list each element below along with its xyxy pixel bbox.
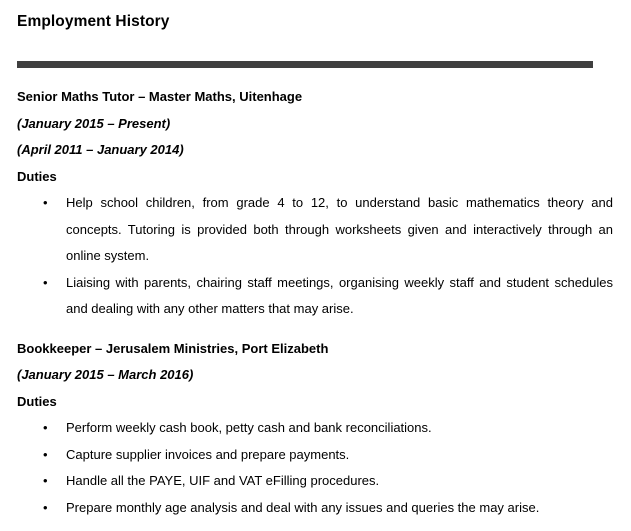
bullet-icon: • <box>43 499 48 515</box>
duty-text: Help school children, from grade 4 to 12, to understand basic mathematics theory and concepts. Tutoring is provided both through worksheets given and interactively through an online system. <box>66 195 613 263</box>
duty-text: Capture supplier invoices and prepare payments. <box>66 446 350 462</box>
job-entry-bookkeeper <box>17 336 613 522</box>
duty-item <box>43 270 613 323</box>
bullet-icon: • <box>43 420 48 435</box>
job-period: (January 2015 – March 2016) <box>17 367 194 382</box>
duty-item <box>43 415 613 442</box>
duty-item <box>43 495 613 522</box>
duty-item <box>43 190 613 270</box>
duties-list <box>17 415 613 521</box>
page-title: Employment History <box>17 13 170 30</box>
job-period: (January 2015 – Present) <box>17 115 171 131</box>
bullet-icon: • <box>43 274 48 290</box>
job-entry-senior-maths-tutor <box>17 84 613 323</box>
duty-item <box>43 468 613 495</box>
job-title: Bookkeeper – Jerusalem Ministries, Port Elizabeth <box>17 340 329 356</box>
duties-list <box>17 190 613 323</box>
job-period: (April 2011 – January 2014) <box>17 142 184 157</box>
duties-label: Duties <box>17 393 57 409</box>
bullet-icon: • <box>43 473 48 488</box>
duty-text: Perform weekly cash book, petty cash and bank reconciliations. <box>66 420 432 435</box>
duties-label: Duties <box>17 168 57 184</box>
section-divider <box>17 61 593 68</box>
bullet-icon: • <box>43 446 48 462</box>
duty-text: Liaising with parents, chairing staff meetings, organising weekly staff and student schedules and dealing with any other matters that may arise. <box>66 274 613 316</box>
duty-item <box>43 442 613 469</box>
job-title: Senior Maths Tutor – Master Maths, Uitenhage <box>17 89 303 104</box>
duty-text: Handle all the PAYE, UIF and VAT eFilling procedures. <box>66 473 380 488</box>
bullet-icon: • <box>43 195 48 210</box>
duty-text: Prepare monthly age analysis and deal with any issues and queries the may arise. <box>66 499 540 515</box>
